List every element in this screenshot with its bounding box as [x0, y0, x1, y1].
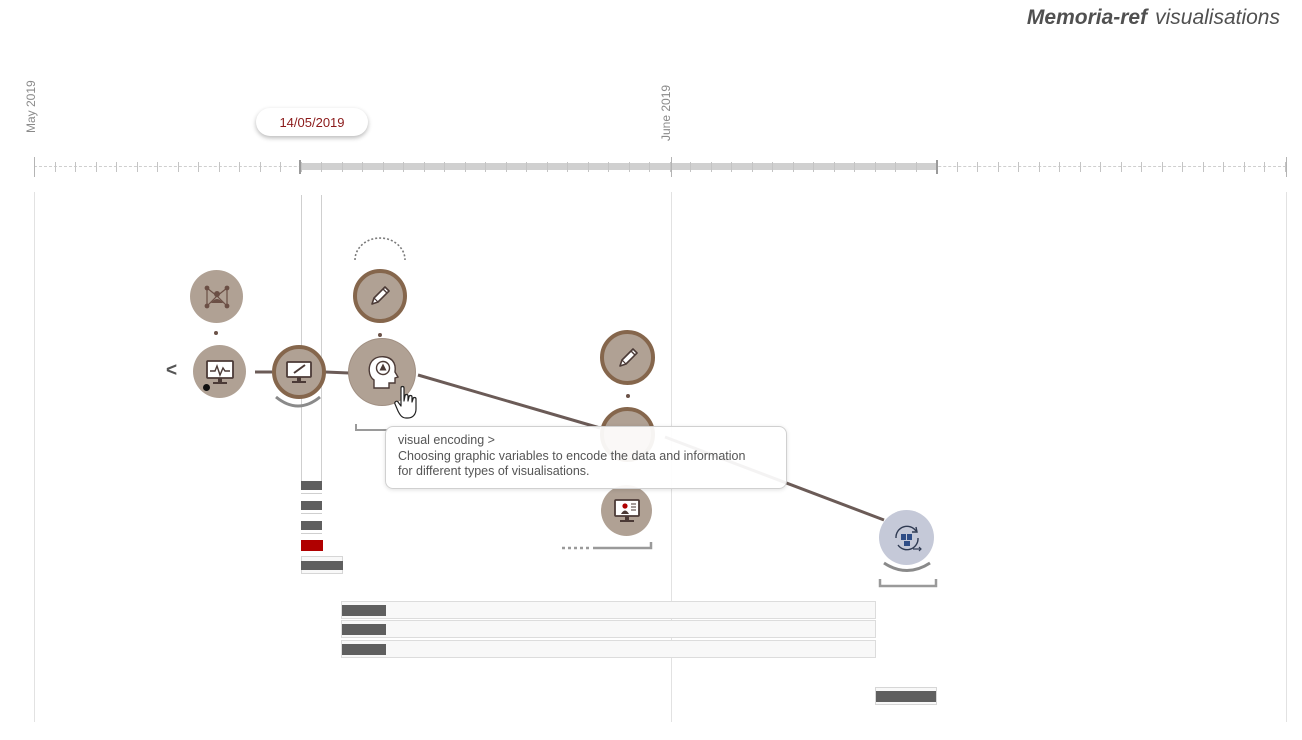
edit-node-1[interactable]	[353, 269, 407, 323]
tooltip-description-line-2: for different types of visualisations.	[398, 464, 590, 478]
month-label-june: June 2019	[659, 84, 673, 141]
monitor-chart-icon	[205, 358, 235, 386]
monitor-edit-icon	[285, 359, 313, 385]
duration-bar-highlighted[interactable]	[301, 540, 323, 551]
status-dot	[203, 384, 210, 391]
pencil-icon	[615, 345, 641, 371]
node-tooltip	[385, 426, 787, 489]
network-people-icon	[202, 282, 232, 312]
connector-dot	[378, 333, 382, 337]
hand-cursor-icon	[394, 385, 422, 421]
monitor-chart-node[interactable]	[193, 345, 246, 398]
range-bar-fill	[342, 644, 386, 655]
edit-node-2[interactable]	[600, 330, 655, 385]
monitor-person-icon	[613, 498, 641, 524]
tooltip-description-line-1: Choosing graphic variables to encode the data and information	[398, 448, 746, 463]
pencil-icon	[367, 283, 393, 309]
duration-bar[interactable]	[301, 501, 322, 510]
link-encoding-to-hidden	[418, 375, 600, 428]
range-bar-fill	[342, 605, 386, 616]
connector-dot	[214, 331, 218, 335]
app-title-bold: Memoria-ref	[1026, 6, 1148, 29]
app-title-rest: visualisations	[1155, 6, 1280, 29]
duration-bar-divider	[301, 493, 322, 494]
network-node[interactable]	[190, 270, 243, 323]
duration-bar[interactable]	[301, 521, 322, 530]
duration-bar-divider	[301, 533, 322, 534]
monitor-edit-node[interactable]	[272, 345, 326, 399]
range-bar-row[interactable]	[341, 601, 876, 619]
cycle-blocks-icon	[891, 522, 923, 554]
range-bar-row[interactable]	[875, 687, 937, 705]
bracket-iteration	[880, 579, 936, 586]
selected-date-pill[interactable]: 14/05/2019	[256, 108, 368, 136]
bracket-encoding	[356, 424, 388, 430]
node-arc-dotted	[355, 238, 405, 260]
duration-bar[interactable]	[301, 481, 322, 490]
bracket-monitor-person	[593, 542, 651, 548]
duration-bar-divider	[301, 513, 322, 514]
prev-arrow[interactable]: <	[166, 360, 178, 381]
tooltip-title: visual encoding >	[398, 433, 495, 447]
connector-dot	[626, 394, 630, 398]
link-edit-to-encoding	[325, 372, 349, 373]
range-bar-fill	[342, 624, 386, 635]
monitor-person-node[interactable]	[601, 485, 652, 536]
range-bar-row[interactable]	[341, 620, 876, 638]
duration-bar[interactable]	[301, 561, 343, 570]
iteration-node[interactable]	[879, 510, 934, 565]
range-bar-row[interactable]	[341, 640, 876, 658]
range-bar-fill	[876, 691, 936, 702]
month-label-may: May 2019	[24, 80, 38, 133]
